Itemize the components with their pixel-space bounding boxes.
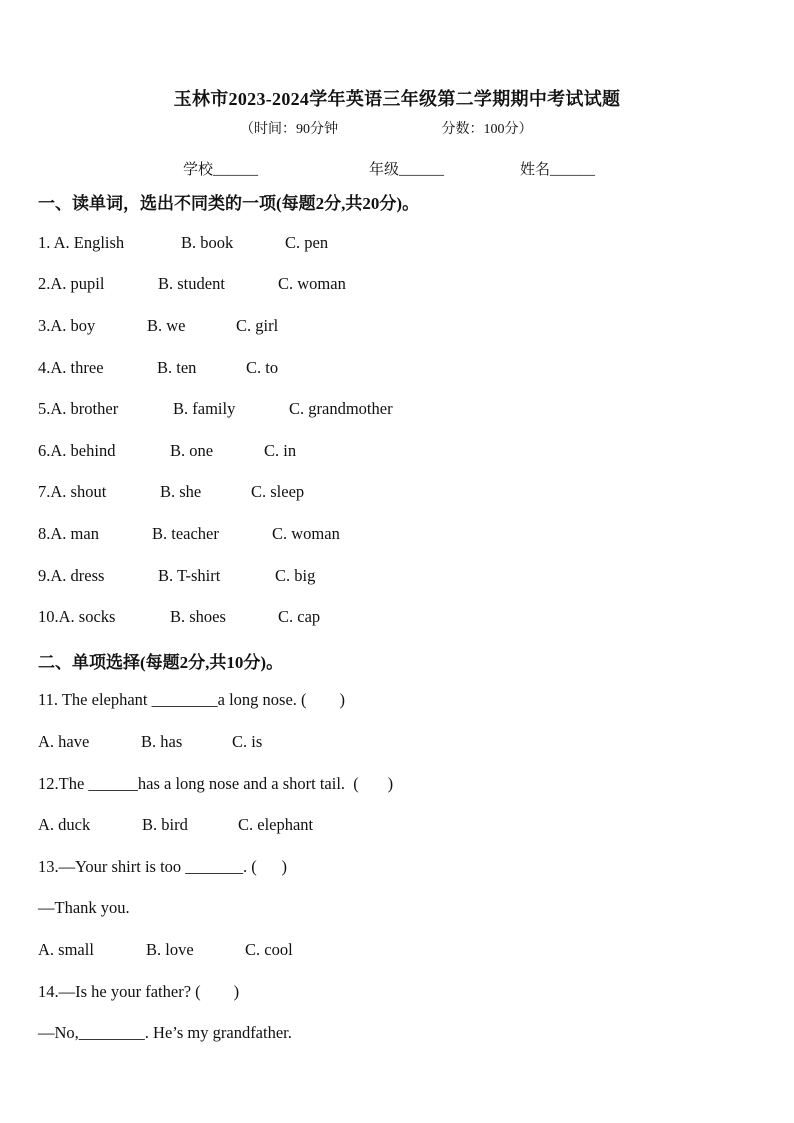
- option-a: A. duck: [38, 815, 91, 834]
- grade-field: 年级______: [369, 162, 445, 178]
- option-b: B. book: [181, 233, 234, 252]
- option-a: 4.A. three: [38, 358, 104, 377]
- name-field: 姓名______: [520, 162, 596, 178]
- option-a: 2.A. pupil: [38, 274, 105, 293]
- question-stem: 11. The elephant ________a long nose. ( ): [38, 690, 346, 709]
- option-c: C. in: [264, 441, 297, 460]
- option-c: C. elephant: [238, 815, 314, 834]
- option-a: 1. A. English: [38, 233, 125, 252]
- option-c: C. cap: [278, 607, 321, 626]
- option-c: C. cool: [245, 940, 293, 959]
- option-b: B. student: [158, 274, 225, 293]
- option-a: A. small: [38, 940, 94, 959]
- option-c: C. pen: [285, 233, 329, 252]
- option-b: B. she: [160, 482, 202, 501]
- option-b: B. we: [147, 316, 186, 335]
- exam-time: （时间：90分钟: [240, 122, 338, 137]
- option-b: B. T-shirt: [158, 566, 221, 585]
- option-b: B. one: [170, 441, 214, 460]
- option-c: C. girl: [236, 316, 279, 335]
- option-a: 5.A. brother: [38, 399, 119, 418]
- option-b: B. shoes: [170, 607, 226, 626]
- option-a: 6.A. behind: [38, 441, 116, 460]
- school-field: 学校______: [183, 162, 259, 178]
- option-c: C. big: [275, 566, 316, 585]
- option-a: 8.A. man: [38, 524, 99, 543]
- option-c: C. is: [232, 732, 263, 751]
- exam-title: 玉林市2023-2024学年英语三年级第二学期期中考试试题: [173, 89, 621, 109]
- option-a: 7.A. shout: [38, 482, 107, 501]
- exam-subtitle: [240, 118, 533, 138]
- option-b: B. bird: [142, 815, 188, 834]
- option-a: 10.A. socks: [38, 607, 116, 626]
- option-b: B. love: [146, 940, 194, 959]
- exam-score: 分数：100分）: [441, 122, 533, 137]
- question-stem: 12.The ______has a long nose and a short tail. ( ): [38, 774, 394, 793]
- question-reply: —No,________. He’s my grandfather.: [38, 1023, 292, 1042]
- question-stem: 14.—Is he your father? ( ): [38, 982, 240, 1001]
- question-stem: 13.—Your shirt is too _______. ( ): [38, 857, 288, 876]
- option-a: A. have: [38, 732, 90, 751]
- option-b: B. ten: [157, 358, 197, 377]
- option-b: B. has: [141, 732, 183, 751]
- option-c: C. woman: [278, 274, 346, 293]
- option-c: C. grandmother: [289, 399, 393, 418]
- section-2-heading: 二、单项选择(每题2分,共10分)。: [38, 653, 284, 672]
- option-c: C. woman: [272, 524, 340, 543]
- option-a: 3.A. boy: [38, 316, 96, 335]
- section-1-heading: 一、读单词，选出不同类的一项(每题2分,共20分)。: [38, 194, 420, 213]
- option-a: 9.A. dress: [38, 566, 105, 585]
- option-b: B. teacher: [152, 524, 219, 543]
- option-c: C. to: [246, 358, 279, 377]
- question-reply: —Thank you.: [38, 898, 130, 917]
- option-c: C. sleep: [251, 482, 305, 501]
- option-b: B. family: [173, 399, 236, 418]
